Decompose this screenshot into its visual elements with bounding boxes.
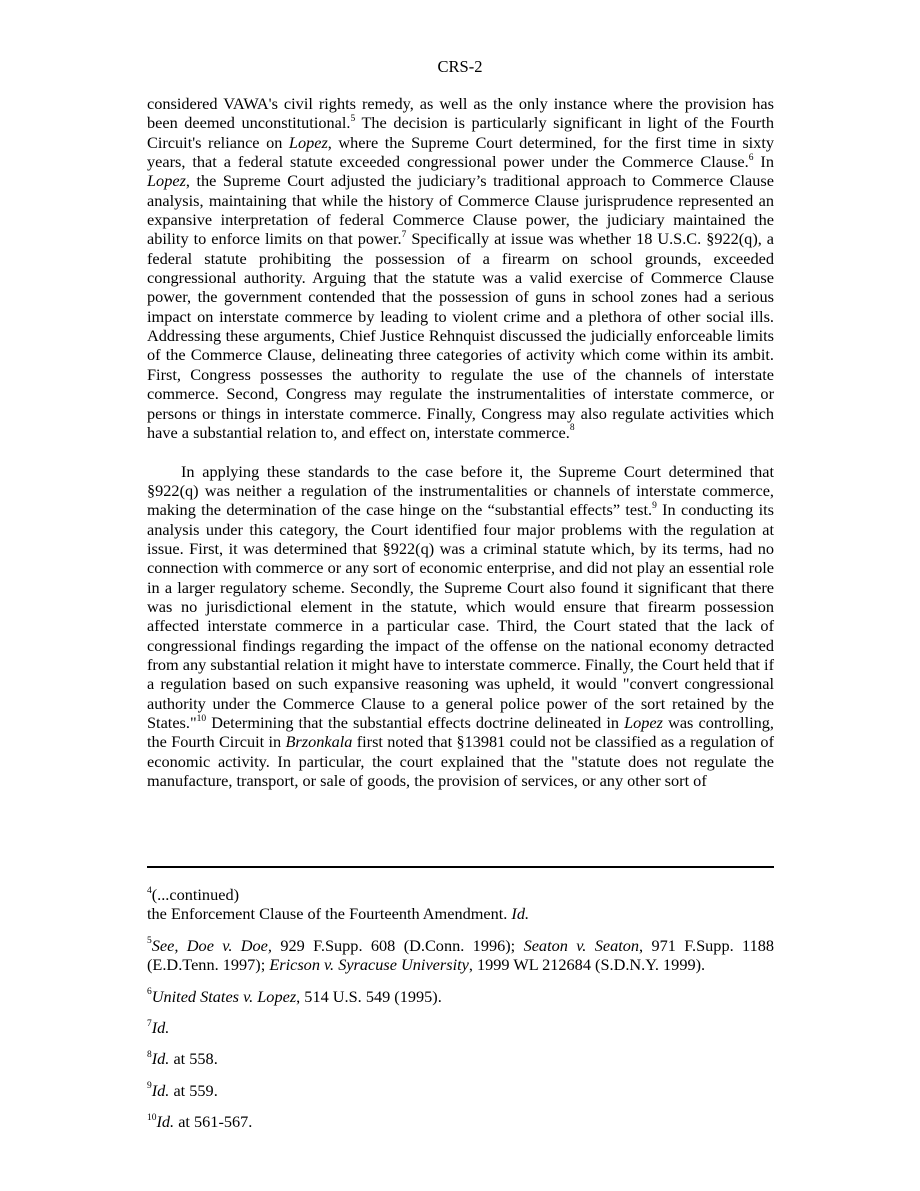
text-run: at 558. — [169, 1049, 218, 1069]
text-run: , where the Supreme Court determined, for the first time in sixty years, that a federal statute exceeded congressional power under the Commerce Clause. — [147, 132, 775, 172]
italic-text: See, Doe v. Doe, — [151, 935, 272, 955]
footnote-7 — [147, 1018, 774, 1037]
footnote-6 — [147, 987, 774, 1006]
text-run: the Enforcement Clause of the Fourteenth Amendment. — [147, 904, 512, 924]
text-run: , the Supreme Court adjusted the judiciary’s traditional approach to Commerce Clause analysis, maintaining that while the history of Commerce Clause jurisprudence represented an expansive interpretation of federal Commerce Clause power, the judiciary maintained the ability to enforce limits on that power. — [147, 171, 774, 249]
text-run: , 1999 WL 212684 (S.D.N.Y. 1999). — [468, 955, 706, 975]
footnote-marker: 5 — [147, 936, 152, 947]
footnote-marker: 9 — [652, 500, 657, 511]
italic-text: Id. — [151, 1080, 170, 1100]
text-run: The decision is particularly significant in light of the Fourth Circuit's reliance on — [147, 113, 775, 152]
text-run: (...continued) — [151, 885, 240, 904]
footnote-5 — [147, 936, 774, 975]
text-run: In conducting its analysis under this category, the Court identified four major problems with the regulation at issue. First, it was determined that §922(q) was a criminal statute which, by its terms, had no connection with commerce or any sort of economic enterprise, and did not play an essential role in a larger regulatory scheme. Secondly, the Supreme Court also found it significant that there was no jurisdictional element in the statute, which would ensure that firearm possession affected interstate commerce in a particular case. Third, the Court stated that the lack of congressional findings regarding the impact of the offense on the national economy detracted from any substantial relation it might have to interstate commerce. Finally, the Court held that if a regulation based on such expansive reasoning was upheld, it would "convert congressional authority under the Commerce Clause to a general police power of the sort retained by the States." — [147, 500, 775, 732]
footnote-marker: 7 — [147, 1018, 152, 1029]
footnote-marker: 7 — [401, 229, 407, 240]
footnote-marker: 8 — [569, 423, 575, 434]
italic-text: Id. — [151, 1049, 170, 1069]
text-run: at 559. — [169, 1080, 218, 1100]
page-number-label: CRS-2 — [437, 57, 483, 76]
text-run: , 971 F.Supp. 1188 (E.D.Tenn. 1997); — [147, 935, 774, 975]
footnote-separator — [147, 866, 774, 868]
footnotes — [147, 885, 774, 1144]
text-run: Determining that the substantial effects doctrine delineated in — [206, 713, 625, 732]
text-run: Specifically at issue was whether 18 U.S.C. §922(q), a federal statute prohibiting the possession of a firearm on school grounds, exceeded congressional authority. Arguing that the statute was a valid exercise of Commerce Clause power, the government contended that the possession of guns in school zones had a serious impact on interstate commerce by leading to violent crime and a plethora of other social ills. Addressing these arguments, Chief Justice Rehnquist discussed the judicially enforceable limits of the Commerce Clause, delineating three categories of activity which come within its ambit. First, Congress possesses the authority to regulate the use of the channels of interstate commerce. Second, Congress may regulate the instrumentalities of interstate commerce, or persons or things in interstate commerce. Finally, Congress may also regulate activities which have a substantial relation to, and effect on, interstate commerce. — [147, 229, 775, 442]
footnote-marker: 10 — [196, 713, 207, 724]
footnote-10 — [147, 1112, 774, 1131]
italic-text: United States v. Lopez — [151, 986, 297, 1006]
italic-text: Id. — [151, 1018, 170, 1038]
text-run: 929 F.Supp. 608 (D.Conn. 1996); — [271, 935, 524, 955]
paragraph-1 — [147, 94, 774, 442]
paragraph-2 — [147, 462, 774, 791]
text-run: In — [753, 152, 774, 172]
body-text — [147, 94, 774, 790]
footnote-marker: 6 — [748, 152, 754, 163]
footnote-marker: 6 — [147, 987, 152, 998]
italic-text: Seaton v. Seaton — [523, 935, 640, 955]
text-run: In applying these standards to the case before it, the Supreme Court determined that §922(q) was neither a regulation of the instrumentalities or channels of interstate commerce, making the determination of the case hinge on the “substantial effects” test. — [147, 461, 774, 520]
italic-text: Id. — [156, 1112, 175, 1132]
footnote-4-continued — [147, 885, 774, 924]
footnote-marker: 4 — [147, 885, 152, 896]
italic-text: Lopez — [147, 171, 186, 191]
text-run: considered VAWA's civil rights remedy, as well as the only instance where the provision has been deemed unconstitutional. — [147, 94, 774, 133]
footnote-marker: 8 — [147, 1050, 152, 1061]
footnote-marker: 10 — [147, 1112, 157, 1123]
footnote-marker: 5 — [350, 113, 356, 124]
page-header — [0, 57, 920, 77]
text-run: was controlling, the Fourth Circuit in — [147, 713, 774, 752]
italic-text: Lopez — [288, 132, 328, 152]
footnote-8 — [147, 1049, 774, 1068]
text-run: first noted that §13981 could not be classified as a regulation of economic activity. In particular, the court explained that the "statute does not regulate the manufacture, transport, or sale of goods, the provision of services, or any other sort of — [147, 732, 774, 791]
italic-text: Ericson v. Syracuse University — [269, 955, 469, 975]
text-run: , 514 U.S. 549 (1995). — [296, 986, 442, 1006]
italic-text: Lopez — [624, 713, 663, 732]
footnote-9 — [147, 1081, 774, 1100]
italic-text: Id. — [511, 904, 530, 924]
text-run: at 561-567. — [174, 1112, 253, 1132]
footnote-marker: 9 — [147, 1081, 152, 1092]
italic-text: Brzonkala — [285, 732, 353, 752]
